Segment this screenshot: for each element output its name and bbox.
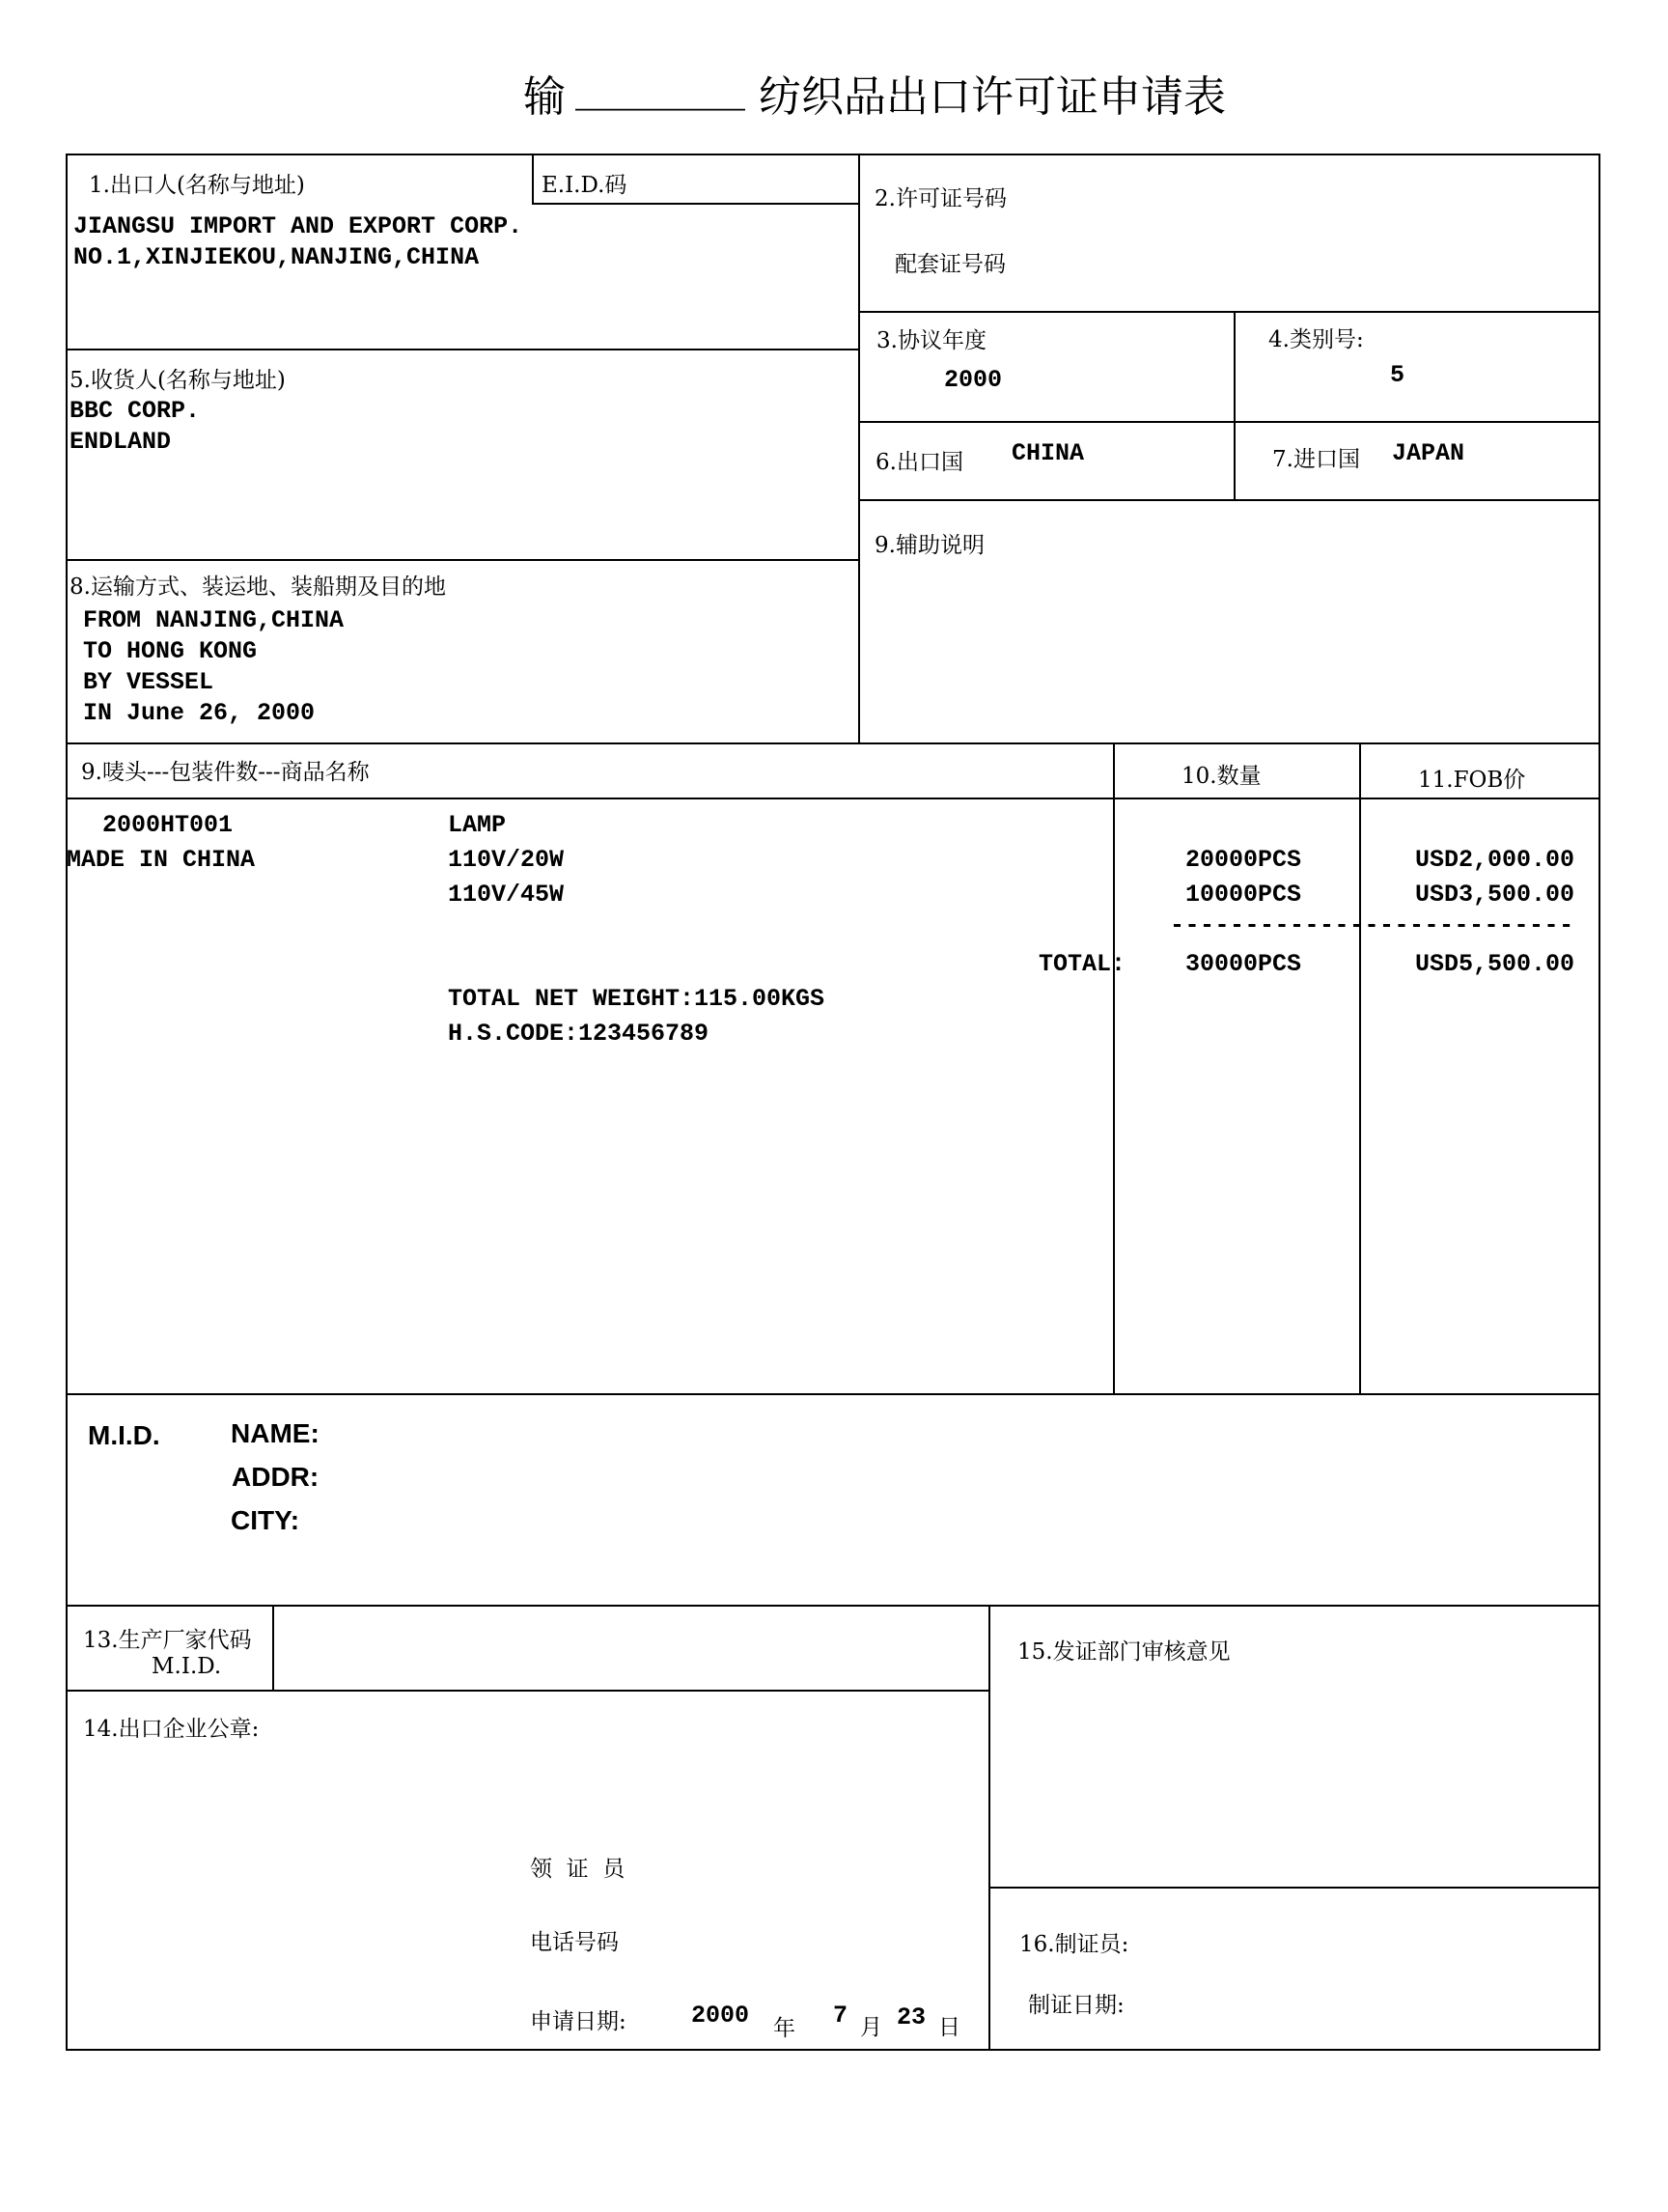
quantity-header: 10.数量 <box>1182 764 1262 789</box>
export-country-value: CHINA <box>1012 439 1085 467</box>
consignee-label: 5.收货人(名称与地址) <box>70 368 286 393</box>
agreement-year-value: 2000 <box>944 366 1003 394</box>
item-quantity: 20000PCS <box>1185 846 1302 874</box>
issuer-label: 16.制证员: <box>1019 1932 1129 1957</box>
item-spec: 110V/20W <box>448 846 565 874</box>
eid-label: E.I.D.码 <box>542 173 627 198</box>
import-country-label: 7.进口国 <box>1272 447 1360 472</box>
issue-date-label: 制证日期: <box>1028 1993 1125 2018</box>
remarks-label: 9.辅助说明 <box>875 533 985 558</box>
import-country-value: JAPAN <box>1392 439 1465 467</box>
exporter-label: 1.出口人(名称与地址) <box>89 173 305 198</box>
manufacturer-mid-label: M.I.D. <box>152 1654 222 1679</box>
shipping-mark-2: MADE IN CHINA <box>67 846 256 874</box>
mid-address-label: ADDR: <box>232 1462 320 1492</box>
consignee-address: ENDLAND <box>70 428 172 456</box>
exporter-address: NO.1,XINJIEKOU,NANJING,CHINA <box>73 243 480 271</box>
item-quantity: 10000PCS <box>1185 881 1302 909</box>
application-date-label: 申请日期: <box>530 2009 626 2034</box>
total-price: USD5,500.00 <box>1415 950 1575 978</box>
mid-label: M.I.D. <box>88 1420 160 1450</box>
hs-code: H.S.CODE:123456789 <box>448 1020 709 1048</box>
transport-from: FROM NANJING,CHINA <box>83 606 345 634</box>
item-price: USD2,000.00 <box>1415 846 1575 874</box>
day-unit: 日 <box>938 2015 960 2040</box>
company-seal-label: 14.出口企业公章: <box>83 1717 260 1742</box>
phone-label: 电话号码 <box>530 1930 619 1955</box>
licence-collector-label: 领 证 员 <box>530 1857 626 1882</box>
exporter-name: JIANGSU IMPORT AND EXPORT CORP. <box>73 212 523 240</box>
shipping-mark-1: 2000HT001 <box>102 811 234 839</box>
net-weight: TOTAL NET WEIGHT:115.00KGS <box>448 985 825 1013</box>
total-separator: --------------------------- <box>1170 911 1574 939</box>
transport-mode: BY VESSEL <box>83 668 214 696</box>
year-unit: 年 <box>773 2016 795 2041</box>
transport-date: IN June 26, 2000 <box>83 699 316 727</box>
transport-label: 8.运输方式、装运地、装船期及目的地 <box>70 574 446 600</box>
agreement-year-label: 3.协议年度 <box>876 328 987 353</box>
transport-to: TO HONG KONG <box>83 637 258 665</box>
supplementary-licence-label: 配套证号码 <box>895 252 1006 277</box>
application-month: 7 <box>833 2002 848 2030</box>
application-day: 23 <box>897 2003 927 2031</box>
form-title-blank: ________ <box>575 62 745 111</box>
form-title-prefix: 输 <box>523 72 566 122</box>
fob-price-header: 11.FOB价 <box>1418 768 1526 793</box>
category-label: 4.类别号: <box>1268 327 1364 352</box>
mid-city-label: CITY: <box>231 1505 300 1535</box>
goods-description-header: 9.唛头---包装件数---商品名称 <box>81 760 370 785</box>
export-country-label: 6.出口国 <box>876 450 963 475</box>
total-label: TOTAL: <box>1039 950 1126 978</box>
review-opinion-label: 15.发证部门审核意见 <box>1017 1639 1231 1665</box>
application-year: 2000 <box>691 2002 750 2030</box>
product-name: LAMP <box>448 811 507 839</box>
consignee-name: BBC CORP. <box>70 397 201 425</box>
item-price: USD3,500.00 <box>1415 881 1575 909</box>
month-unit: 月 <box>860 2015 882 2040</box>
category-value: 5 <box>1390 361 1405 389</box>
mid-name-label: NAME: <box>231 1418 320 1448</box>
form-title: 纺织品出口许可证申请表 <box>759 72 1226 122</box>
item-spec: 110V/45W <box>448 881 565 909</box>
licence-number-label: 2.许可证号码 <box>875 186 1007 211</box>
manufacturer-code-label: 13.生产厂家代码 <box>83 1628 252 1653</box>
total-quantity: 30000PCS <box>1185 950 1302 978</box>
